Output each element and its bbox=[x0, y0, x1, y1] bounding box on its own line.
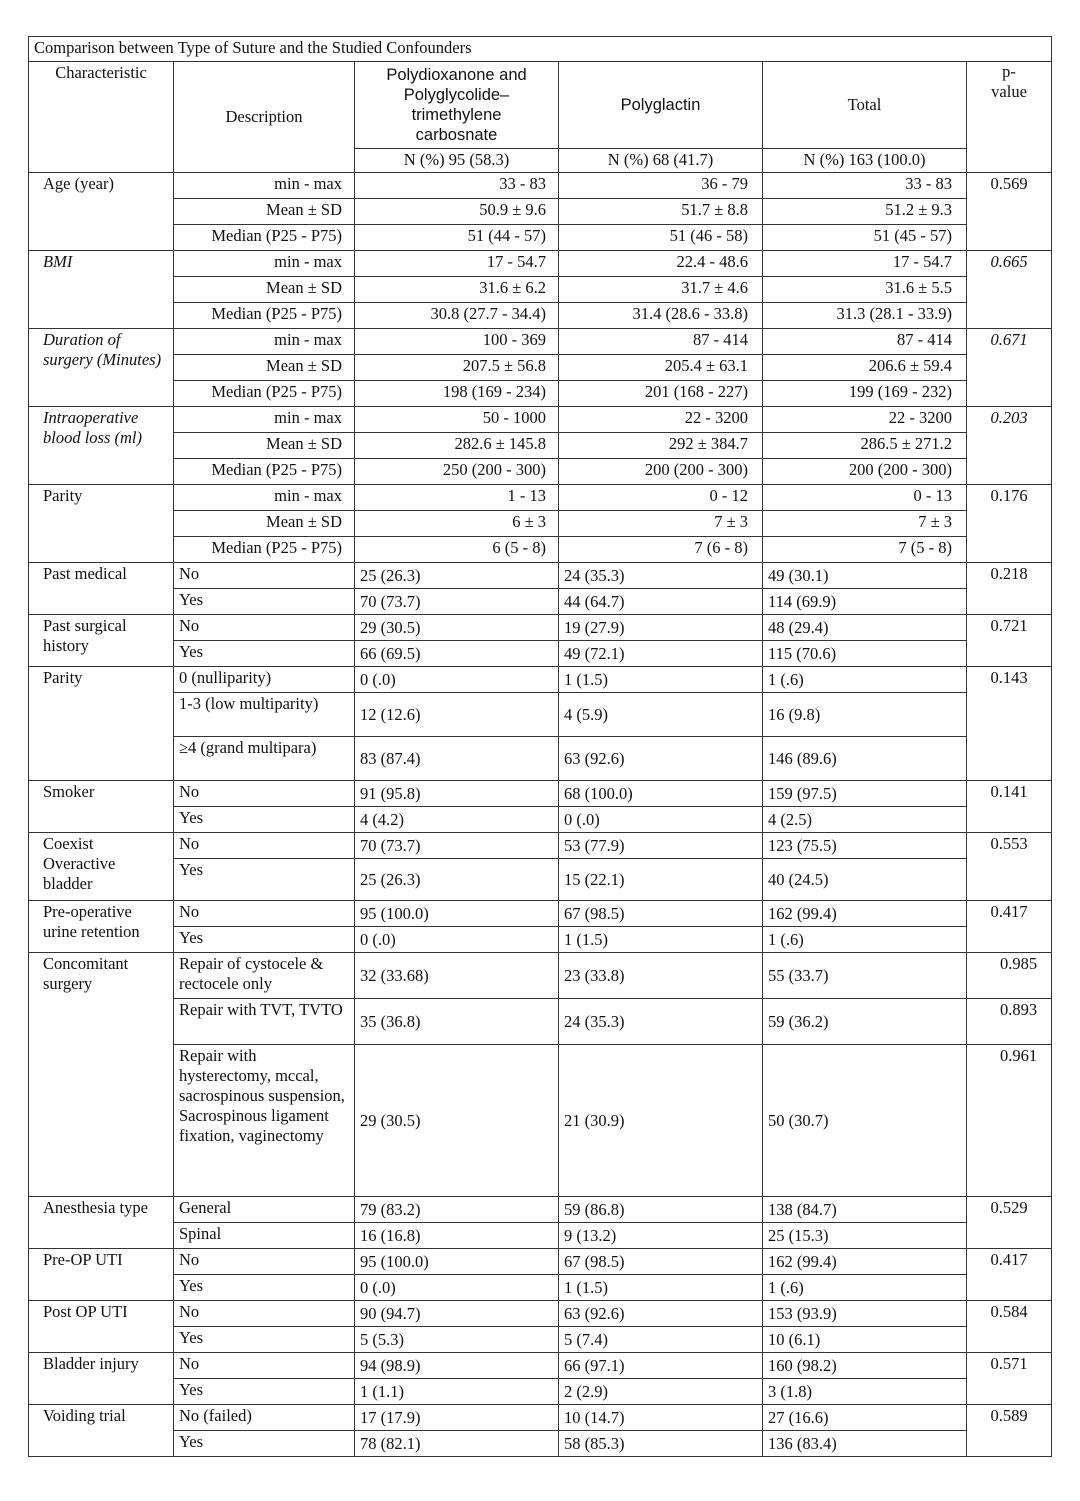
row-description: Repair with hysterectomy, mccal, sacrospinous suspension, Sacrospinous ligament fixation, vaginectomy bbox=[174, 1045, 355, 1197]
value-total: 200 (200 - 300) bbox=[763, 459, 967, 485]
characteristic-label: Past surgical history bbox=[29, 615, 174, 667]
row-description: Repair with TVT, TVTO bbox=[174, 999, 355, 1045]
table-row bbox=[29, 999, 1052, 1045]
value-total: 1 (.6) bbox=[763, 927, 967, 953]
row-description: Yes bbox=[174, 1275, 355, 1301]
value-group2: 1 (1.5) bbox=[559, 927, 763, 953]
value-group2: 51.7 ± 8.8 bbox=[559, 199, 763, 225]
p-value: 0.529 bbox=[967, 1197, 1052, 1249]
table-row bbox=[29, 485, 1052, 511]
value-total: 162 (99.4) bbox=[763, 901, 967, 927]
value-group2: 24 (35.3) bbox=[559, 563, 763, 589]
characteristic-label: Voiding trial bbox=[29, 1405, 174, 1457]
table-row bbox=[29, 927, 1052, 953]
row-description: Median (P25 - P75) bbox=[174, 225, 355, 251]
value-total: 7 (5 - 8) bbox=[763, 537, 967, 563]
row-description: No bbox=[174, 615, 355, 641]
row-description: min - max bbox=[174, 485, 355, 511]
value-group1: 282.6 ± 145.8 bbox=[355, 433, 559, 459]
table-row bbox=[29, 737, 1052, 781]
value-group2: 67 (98.5) bbox=[559, 1249, 763, 1275]
table-row bbox=[29, 459, 1052, 485]
value-group2: 66 (97.1) bbox=[559, 1353, 763, 1379]
row-description: Mean ± SD bbox=[174, 433, 355, 459]
value-group2: 36 - 79 bbox=[559, 173, 763, 199]
characteristic-label: Duration of surgery (Minutes) bbox=[29, 329, 174, 407]
value-total: 206.6 ± 59.4 bbox=[763, 355, 967, 381]
value-total: 7 ± 3 bbox=[763, 511, 967, 537]
table-row bbox=[29, 1301, 1052, 1327]
value-group1: 207.5 ± 56.8 bbox=[355, 355, 559, 381]
value-group1: 5 (5.3) bbox=[355, 1327, 559, 1353]
table-row bbox=[29, 1249, 1052, 1275]
value-group2: 63 (92.6) bbox=[559, 737, 763, 781]
value-total: 17 - 54.7 bbox=[763, 251, 967, 277]
table-row bbox=[29, 199, 1052, 225]
value-group2: 7 ± 3 bbox=[559, 511, 763, 537]
value-group1: 198 (169 - 234) bbox=[355, 381, 559, 407]
row-description: min - max bbox=[174, 407, 355, 433]
value-group1: 94 (98.9) bbox=[355, 1353, 559, 1379]
value-group1: 79 (83.2) bbox=[355, 1197, 559, 1223]
value-group1: 25 (26.3) bbox=[355, 859, 559, 901]
value-group1: 50.9 ± 9.6 bbox=[355, 199, 559, 225]
value-total: 146 (89.6) bbox=[763, 737, 967, 781]
row-description: No bbox=[174, 1249, 355, 1275]
p-value: 0.671 bbox=[967, 329, 1052, 407]
table-caption: Comparison between Type of Suture and the Studied Confounders bbox=[29, 37, 1052, 62]
row-description: ≥4 (grand multipara) bbox=[174, 737, 355, 781]
value-group1: 32 (33.68) bbox=[355, 953, 559, 999]
value-group2: 1 (1.5) bbox=[559, 667, 763, 693]
table-body bbox=[29, 173, 1052, 1457]
value-group1: 51 (44 - 57) bbox=[355, 225, 559, 251]
p-value: 0.141 bbox=[967, 781, 1052, 833]
value-group1: 1 (1.1) bbox=[355, 1379, 559, 1405]
table-row bbox=[29, 693, 1052, 737]
header-description: Description bbox=[174, 62, 355, 173]
table-row bbox=[29, 225, 1052, 251]
row-description: Median (P25 - P75) bbox=[174, 381, 355, 407]
table-row bbox=[29, 781, 1052, 807]
value-total: 40 (24.5) bbox=[763, 859, 967, 901]
table-row bbox=[29, 859, 1052, 901]
value-group2: 9 (13.2) bbox=[559, 1223, 763, 1249]
table-row bbox=[29, 589, 1052, 615]
row-description: Yes bbox=[174, 807, 355, 833]
value-group2: 19 (27.9) bbox=[559, 615, 763, 641]
row-description: min - max bbox=[174, 329, 355, 355]
table-row bbox=[29, 1353, 1052, 1379]
table-row bbox=[29, 537, 1052, 563]
table-row bbox=[29, 1045, 1052, 1197]
value-total: 159 (97.5) bbox=[763, 781, 967, 807]
value-group1: 25 (26.3) bbox=[355, 563, 559, 589]
table-row bbox=[29, 381, 1052, 407]
value-total: 22 - 3200 bbox=[763, 407, 967, 433]
header-characteristic: Characteristic bbox=[29, 62, 174, 173]
p-value: 0.569 bbox=[967, 173, 1052, 251]
characteristic-label: Bladder injury bbox=[29, 1353, 174, 1405]
row-description: Yes bbox=[174, 1379, 355, 1405]
value-total: 4 (2.5) bbox=[763, 807, 967, 833]
value-group1: 12 (12.6) bbox=[355, 693, 559, 737]
value-total: 114 (69.9) bbox=[763, 589, 967, 615]
value-total: 3 (1.8) bbox=[763, 1379, 967, 1405]
table-row bbox=[29, 303, 1052, 329]
value-group1: 6 ± 3 bbox=[355, 511, 559, 537]
value-group1: 30.8 (27.7 - 34.4) bbox=[355, 303, 559, 329]
row-description: Yes bbox=[174, 1327, 355, 1353]
value-total: 25 (15.3) bbox=[763, 1223, 967, 1249]
p-value: 0.176 bbox=[967, 485, 1052, 563]
value-group2: 51 (46 - 58) bbox=[559, 225, 763, 251]
value-total: 153 (93.9) bbox=[763, 1301, 967, 1327]
row-description: Mean ± SD bbox=[174, 277, 355, 303]
value-total: 115 (70.6) bbox=[763, 641, 967, 667]
value-total: 48 (29.4) bbox=[763, 615, 967, 641]
header-pvalue: p-value bbox=[967, 62, 1052, 173]
value-total: 138 (84.7) bbox=[763, 1197, 967, 1223]
characteristic-label: Pre-operative urine retention bbox=[29, 901, 174, 953]
value-total: 199 (169 - 232) bbox=[763, 381, 967, 407]
value-group2: 2 (2.9) bbox=[559, 1379, 763, 1405]
value-group2: 58 (85.3) bbox=[559, 1431, 763, 1457]
value-group2: 4 (5.9) bbox=[559, 693, 763, 737]
value-group1: 95 (100.0) bbox=[355, 1249, 559, 1275]
value-total: 31.3 (28.1 - 33.9) bbox=[763, 303, 967, 329]
value-group2: 59 (86.8) bbox=[559, 1197, 763, 1223]
row-description: Mean ± SD bbox=[174, 355, 355, 381]
characteristic-label: Post OP UTI bbox=[29, 1301, 174, 1353]
value-group1: 0 (.0) bbox=[355, 927, 559, 953]
value-total: 31.6 ± 5.5 bbox=[763, 277, 967, 303]
header-group2: Polyglactin bbox=[559, 62, 763, 149]
table-row bbox=[29, 1405, 1052, 1431]
row-description: Median (P25 - P75) bbox=[174, 459, 355, 485]
value-group2: 63 (92.6) bbox=[559, 1301, 763, 1327]
table-row bbox=[29, 901, 1052, 927]
value-total: 160 (98.2) bbox=[763, 1353, 967, 1379]
value-group2: 205.4 ± 63.1 bbox=[559, 355, 763, 381]
value-total: 1 (.6) bbox=[763, 1275, 967, 1301]
table-row bbox=[29, 667, 1052, 693]
row-description: Yes bbox=[174, 927, 355, 953]
value-group1: 31.6 ± 6.2 bbox=[355, 277, 559, 303]
p-value: 0.961 bbox=[967, 1045, 1052, 1197]
p-value: 0.665 bbox=[967, 251, 1052, 329]
value-group2: 87 - 414 bbox=[559, 329, 763, 355]
value-total: 162 (99.4) bbox=[763, 1249, 967, 1275]
p-value: 0.218 bbox=[967, 563, 1052, 615]
value-total: 49 (30.1) bbox=[763, 563, 967, 589]
value-group1: 95 (100.0) bbox=[355, 901, 559, 927]
row-description: No bbox=[174, 1353, 355, 1379]
value-total: 50 (30.7) bbox=[763, 1045, 967, 1197]
row-description: No bbox=[174, 1301, 355, 1327]
value-total: 51 (45 - 57) bbox=[763, 225, 967, 251]
value-group2: 201 (168 - 227) bbox=[559, 381, 763, 407]
table-row bbox=[29, 407, 1052, 433]
p-value: 0.589 bbox=[967, 1405, 1052, 1457]
row-description: 0 (nulliparity) bbox=[174, 667, 355, 693]
value-group1: 17 (17.9) bbox=[355, 1405, 559, 1431]
value-group1: 17 - 54.7 bbox=[355, 251, 559, 277]
value-group1: 33 - 83 bbox=[355, 173, 559, 199]
value-group2: 53 (77.9) bbox=[559, 833, 763, 859]
p-value: 0.203 bbox=[967, 407, 1052, 485]
value-group2: 68 (100.0) bbox=[559, 781, 763, 807]
value-group1: 50 - 1000 bbox=[355, 407, 559, 433]
value-group1: 6 (5 - 8) bbox=[355, 537, 559, 563]
p-value: 0.417 bbox=[967, 901, 1052, 953]
table-row bbox=[29, 563, 1052, 589]
value-group1: 90 (94.7) bbox=[355, 1301, 559, 1327]
value-group1: 4 (4.2) bbox=[355, 807, 559, 833]
header-n-group1: N (%) 95 (58.3) bbox=[355, 148, 559, 172]
p-value: 0.893 bbox=[967, 999, 1052, 1045]
value-group1: 29 (30.5) bbox=[355, 615, 559, 641]
table-row bbox=[29, 807, 1052, 833]
value-group1: 70 (73.7) bbox=[355, 589, 559, 615]
table-row bbox=[29, 277, 1052, 303]
characteristic-label: Anesthesia type bbox=[29, 1197, 174, 1249]
table-row bbox=[29, 1275, 1052, 1301]
value-total: 59 (36.2) bbox=[763, 999, 967, 1045]
table-row bbox=[29, 1379, 1052, 1405]
row-description: Spinal bbox=[174, 1223, 355, 1249]
row-description: Yes bbox=[174, 641, 355, 667]
table-row bbox=[29, 511, 1052, 537]
row-description: No bbox=[174, 833, 355, 859]
value-group1: 250 (200 - 300) bbox=[355, 459, 559, 485]
value-group2: 49 (72.1) bbox=[559, 641, 763, 667]
characteristic-label: BMI bbox=[29, 251, 174, 329]
p-value: 0.571 bbox=[967, 1353, 1052, 1405]
p-value: 0.553 bbox=[967, 833, 1052, 901]
characteristic-label: Parity bbox=[29, 667, 174, 781]
row-description: No bbox=[174, 563, 355, 589]
value-group2: 22 - 3200 bbox=[559, 407, 763, 433]
row-description: No (failed) bbox=[174, 1405, 355, 1431]
characteristic-label: Smoker bbox=[29, 781, 174, 833]
value-group1: 100 - 369 bbox=[355, 329, 559, 355]
row-description: Yes bbox=[174, 859, 355, 901]
value-group2: 1 (1.5) bbox=[559, 1275, 763, 1301]
value-group1: 78 (82.1) bbox=[355, 1431, 559, 1457]
row-description: Median (P25 - P75) bbox=[174, 537, 355, 563]
value-group2: 7 (6 - 8) bbox=[559, 537, 763, 563]
table-row bbox=[29, 251, 1052, 277]
value-group1: 35 (36.8) bbox=[355, 999, 559, 1045]
row-description: 1-3 (low multiparity) bbox=[174, 693, 355, 737]
table-row bbox=[29, 641, 1052, 667]
value-total: 27 (16.6) bbox=[763, 1405, 967, 1431]
p-value: 0.584 bbox=[967, 1301, 1052, 1353]
value-total: 123 (75.5) bbox=[763, 833, 967, 859]
value-group1: 16 (16.8) bbox=[355, 1223, 559, 1249]
characteristic-label: Parity bbox=[29, 485, 174, 563]
value-group1: 0 (.0) bbox=[355, 667, 559, 693]
value-group1: 1 - 13 bbox=[355, 485, 559, 511]
characteristic-label: Age (year) bbox=[29, 173, 174, 251]
value-total: 286.5 ± 271.2 bbox=[763, 433, 967, 459]
value-group2: 23 (33.8) bbox=[559, 953, 763, 999]
value-total: 51.2 ± 9.3 bbox=[763, 199, 967, 225]
table-row bbox=[29, 1327, 1052, 1353]
value-total: 55 (33.7) bbox=[763, 953, 967, 999]
row-description: General bbox=[174, 1197, 355, 1223]
value-group2: 15 (22.1) bbox=[559, 859, 763, 901]
value-group2: 67 (98.5) bbox=[559, 901, 763, 927]
value-total: 33 - 83 bbox=[763, 173, 967, 199]
table-row bbox=[29, 833, 1052, 859]
table-row bbox=[29, 1431, 1052, 1457]
row-description: Median (P25 - P75) bbox=[174, 303, 355, 329]
table-row bbox=[29, 433, 1052, 459]
row-description: Repair of cystocele & rectocele only bbox=[174, 953, 355, 999]
value-group1: 0 (.0) bbox=[355, 1275, 559, 1301]
value-group2: 44 (64.7) bbox=[559, 589, 763, 615]
value-total: 10 (6.1) bbox=[763, 1327, 967, 1353]
characteristic-label: Intraoperative blood loss (ml) bbox=[29, 407, 174, 485]
value-total: 1 (.6) bbox=[763, 667, 967, 693]
value-group2: 31.7 ± 4.6 bbox=[559, 277, 763, 303]
document-page bbox=[28, 36, 1051, 1457]
value-total: 0 - 13 bbox=[763, 485, 967, 511]
table-row bbox=[29, 329, 1052, 355]
value-group2: 0 (.0) bbox=[559, 807, 763, 833]
p-value: 0.985 bbox=[967, 953, 1052, 999]
header-group1: Polydioxanone and Polyglycolide–trimethylene carbosnate bbox=[355, 62, 559, 149]
row-description: No bbox=[174, 781, 355, 807]
table-row bbox=[29, 355, 1052, 381]
value-group1: 70 (73.7) bbox=[355, 833, 559, 859]
value-group2: 10 (14.7) bbox=[559, 1405, 763, 1431]
value-group1: 83 (87.4) bbox=[355, 737, 559, 781]
value-group2: 0 - 12 bbox=[559, 485, 763, 511]
table-row bbox=[29, 1197, 1052, 1223]
row-description: min - max bbox=[174, 173, 355, 199]
value-group2: 22.4 - 48.6 bbox=[559, 251, 763, 277]
row-description: Mean ± SD bbox=[174, 199, 355, 225]
row-description: Yes bbox=[174, 589, 355, 615]
value-group2: 292 ± 384.7 bbox=[559, 433, 763, 459]
value-group1: 91 (95.8) bbox=[355, 781, 559, 807]
table-row bbox=[29, 1223, 1052, 1249]
value-total: 16 (9.8) bbox=[763, 693, 967, 737]
p-value: 0.721 bbox=[967, 615, 1052, 667]
confounders-table bbox=[28, 36, 1052, 1457]
characteristic-label: Past medical bbox=[29, 563, 174, 615]
p-value: 0.417 bbox=[967, 1249, 1052, 1301]
header-n-total: N (%) 163 (100.0) bbox=[763, 148, 967, 172]
value-group1: 29 (30.5) bbox=[355, 1045, 559, 1197]
characteristic-label: Concomitant surgery bbox=[29, 953, 174, 1197]
table-row bbox=[29, 615, 1052, 641]
table-row bbox=[29, 953, 1052, 999]
row-description: Mean ± SD bbox=[174, 511, 355, 537]
header-total: Total bbox=[763, 62, 967, 149]
characteristic-label: Pre-OP UTI bbox=[29, 1249, 174, 1301]
row-description: min - max bbox=[174, 251, 355, 277]
row-description: Yes bbox=[174, 1431, 355, 1457]
value-group2: 5 (7.4) bbox=[559, 1327, 763, 1353]
value-group2: 24 (35.3) bbox=[559, 999, 763, 1045]
value-group1: 66 (69.5) bbox=[355, 641, 559, 667]
characteristic-label: Coexist Overactive bladder bbox=[29, 833, 174, 901]
value-group2: 21 (30.9) bbox=[559, 1045, 763, 1197]
header-n-group2: N (%) 68 (41.7) bbox=[559, 148, 763, 172]
value-group2: 31.4 (28.6 - 33.8) bbox=[559, 303, 763, 329]
row-description: No bbox=[174, 901, 355, 927]
value-total: 87 - 414 bbox=[763, 329, 967, 355]
value-total: 136 (83.4) bbox=[763, 1431, 967, 1457]
table-row bbox=[29, 173, 1052, 199]
p-value: 0.143 bbox=[967, 667, 1052, 781]
value-group2: 200 (200 - 300) bbox=[559, 459, 763, 485]
